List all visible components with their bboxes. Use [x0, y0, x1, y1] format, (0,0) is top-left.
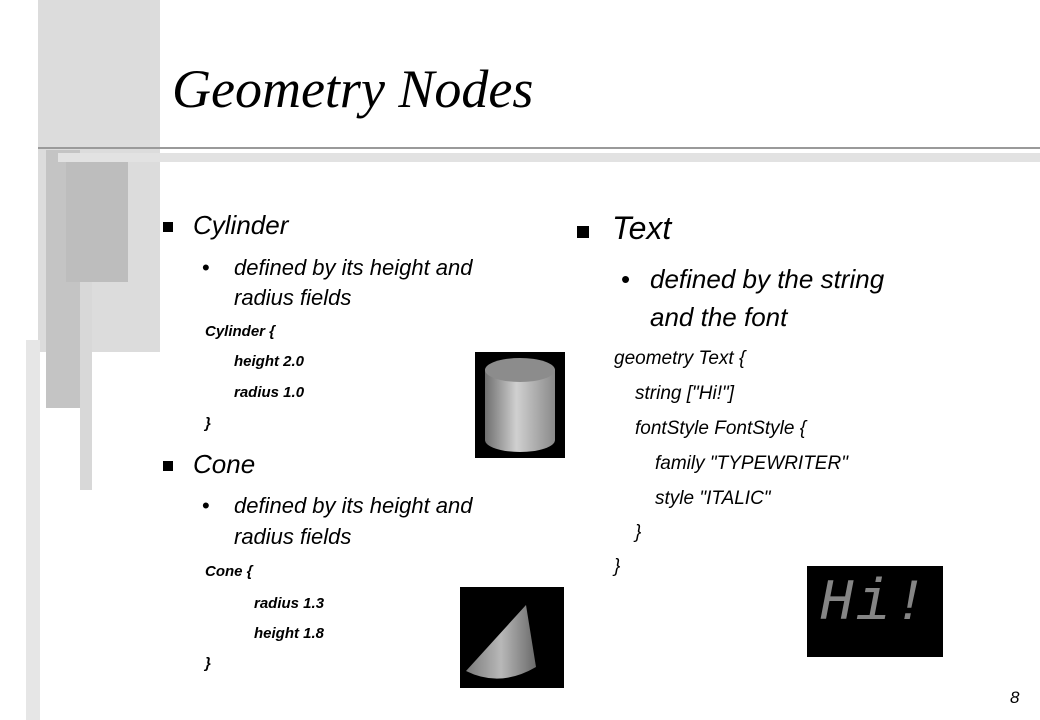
bullet-square-icon — [163, 461, 173, 471]
cylinder-desc-line1: defined by its height and — [234, 255, 473, 280]
text-code-line: fontStyle FontStyle { — [635, 418, 807, 439]
title-rule-light — [58, 153, 1040, 162]
cone-desc-line2: radius fields — [234, 524, 352, 549]
text-code-line: string ["Hi!"] — [635, 383, 735, 404]
slide-title: Geometry Nodes — [172, 59, 534, 119]
cone-shape-icon — [460, 587, 564, 688]
decor-block-5 — [26, 340, 40, 720]
cylinder-code-line: height 2.0 — [234, 353, 305, 370]
page-number: 8 — [1010, 688, 1020, 707]
cylinder-desc-line2: radius fields — [234, 285, 352, 310]
text-render-image — [807, 566, 943, 657]
cylinder-code-line: radius 1.0 — [234, 384, 305, 401]
text-code-line: style "ITALIC" — [655, 488, 771, 509]
text-desc-line1: defined by the string — [650, 264, 885, 294]
cylinder-heading: Cylinder — [193, 210, 289, 240]
cylinder-code-line: } — [205, 415, 211, 432]
text-desc-line2: and the font — [650, 302, 788, 332]
text-code-line: geometry Text { — [614, 348, 746, 369]
cylinder-shape-icon — [475, 352, 565, 458]
cone-desc-line1: defined by its height and — [234, 493, 473, 518]
text-code-line: family "TYPEWRITER" — [655, 453, 848, 474]
decor-block-4 — [80, 282, 92, 490]
cone-heading: Cone — [193, 449, 256, 479]
cylinder-code-line: Cylinder { — [205, 323, 276, 340]
bullet-square-icon — [163, 222, 173, 232]
cone-render-image — [460, 587, 564, 688]
decor-block-3 — [66, 160, 128, 282]
text-heading: Text — [612, 210, 672, 246]
text-render-label: Hi! — [819, 572, 930, 637]
bullet-dot-icon: • — [621, 264, 631, 294]
cone-code-line: radius 1.3 — [254, 595, 325, 612]
text-code-line: } — [614, 556, 621, 577]
cone-code-line: } — [205, 655, 211, 672]
text-code-line: } — [635, 522, 642, 543]
cylinder-render-image — [475, 352, 565, 458]
title-rule-dark — [38, 147, 1040, 149]
cone-code-line: height 1.8 — [254, 625, 325, 642]
bullet-dot-icon: • — [202, 493, 210, 518]
cone-code-line: Cone { — [205, 563, 253, 580]
bullet-dot-icon: • — [202, 255, 210, 280]
bullet-square-icon — [577, 226, 589, 238]
